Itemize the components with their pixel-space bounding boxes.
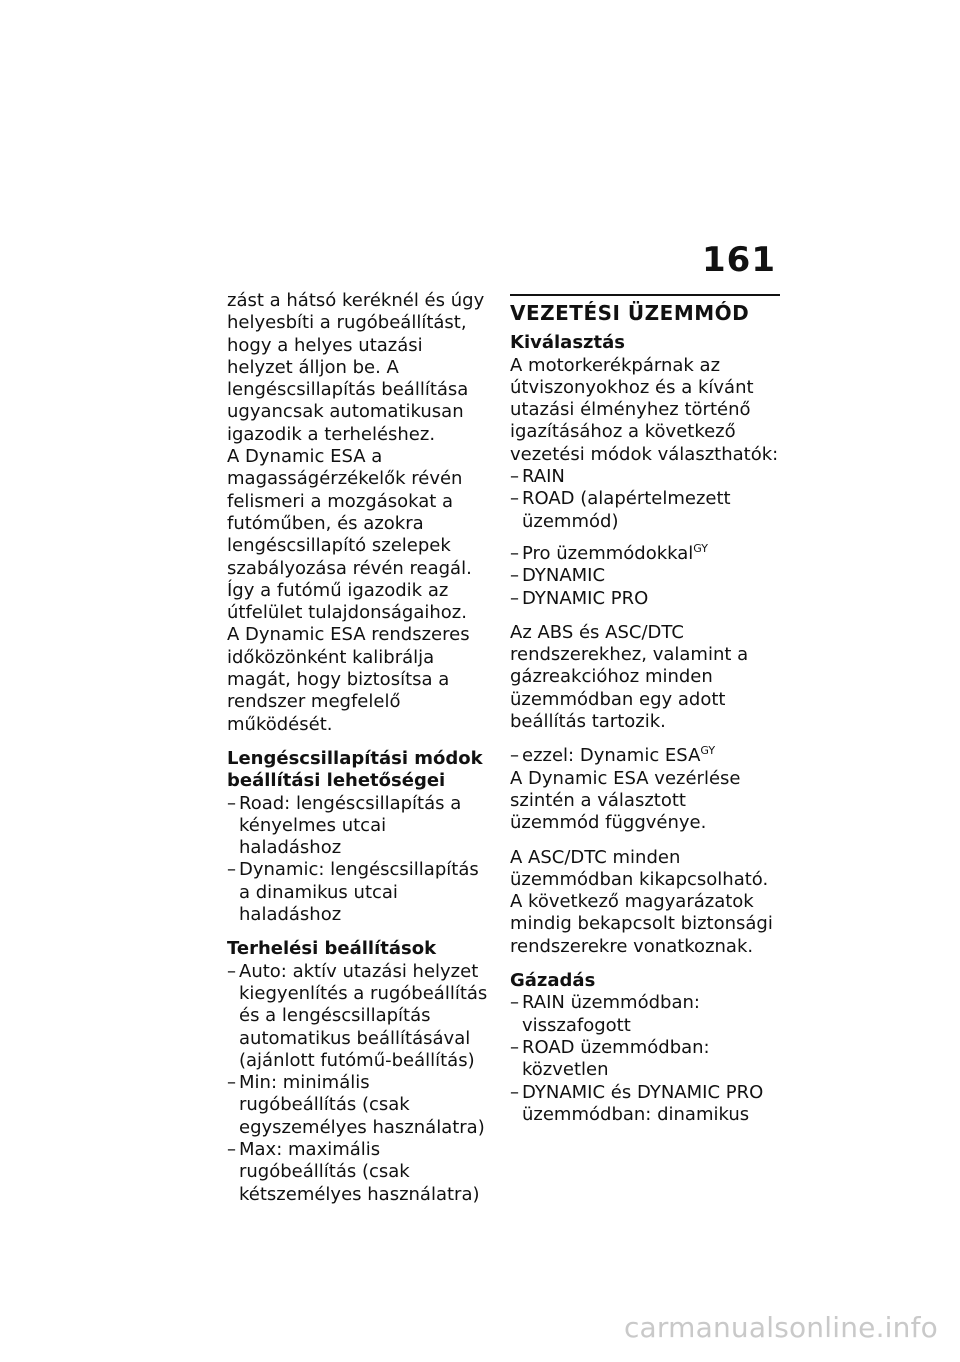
right-column [510,290,780,1126]
list-item: – ROAD (alapértelmezett üzemmód) [510,488,780,533]
list-item: – Max: maximális rugóbeállítás (csak kétszemélyes használatra) [227,1139,489,1206]
left-column [227,290,489,1206]
paragraph-rear-wheel: zást a hátsó keréknél és úgy helyesbíti a rugóbeállítást, hogy a helyes utazási helyzet álljon be. A lengéscsillapítás beállítása ugyancsak automatikusan igazodik a terheléshez. [227,290,485,445]
list-item: – DYNAMIC [510,565,780,587]
list-item: – ROAD üzemmódban: közvetlen [510,1037,780,1082]
paragraph-selection: A motorkerékpárnak az útviszonyokhoz és a kívánt utazási élményhez történő igazításához a következő vezetési módok választhatók: [510,354,779,465]
throttle-list [510,992,780,1126]
list-item: – Road: lengéscsillapítás a kényelmes utcai haladáshoz [227,793,489,860]
section-title: VEZETÉSI ÜZEMMÓD [510,294,780,324]
paragraph-abs: Az ABS és ASC/DTC rendszerekhez, valamint a gázreakcióhoz minden üzemmódban egy adott beállítás tartozik. [510,621,749,733]
pro-label: Pro üzemmódokkal [522,542,694,564]
esa-superscript: GY [700,744,716,758]
heading-throttle: Gázadás [510,970,596,992]
heading-load-settings: Terhelési beállítások [227,938,437,960]
load-setting-list [227,961,489,1206]
list-item-esa [510,745,780,767]
list-item: – DYNAMIC PRO [510,588,780,610]
list-item: – Dynamic: lengéscsillapítás a dinamikus utcai haladáshoz [227,859,489,926]
paragraph-esa: A Dynamic ESA vezérlése szintén a választott üzemmód függvénye. [510,767,741,834]
riding-mode-list [510,466,780,533]
list-item: – Min: minimális rugóbeállítás (csak egyszemélyes használatra) [227,1072,489,1139]
list-item: – DYNAMIC és DYNAMIC PRO üzemmódban: dinamikus [510,1082,780,1127]
list-item: – RAIN üzemmódban: visszafogott [510,992,780,1037]
pro-superscript: GY [693,541,708,555]
paragraph-calibration: A Dynamic ESA rendszeres időközönként kalibrálja magát, hogy biztosítsa a rendszer megfelelő működését. [227,624,470,735]
damping-mode-list [227,793,489,927]
list-item-pro [510,543,780,565]
list-item: – Auto: aktív utazási helyzet kiegyenlítés a rugóbeállítás és a lengéscsillapítás automatikus beállításával (ajánlott futómű-beállítás) [227,961,489,1072]
esa-label: ezzel: Dynamic ESA [522,745,701,767]
pro-mode-list [510,543,780,610]
list-item: – RAIN [510,466,780,488]
paragraph-asc: A ASC/DTC minden üzemmódban kikapcsolható. A következő magyarázatok mindig bekapcsolt biztonsági rendszerekre vonatkoznak. [510,846,773,957]
page-number: 161 [702,240,776,280]
heading-damping-modes: Lengéscsillapítási módok beállítási lehetőségei [227,747,483,792]
heading-selection: Kiválasztás [510,332,625,354]
paragraph-sensors: A Dynamic ESA a magasságérzékelők révén felismeri a mozgásokat a futóműben, és azokra lengéscsillapító szelepek szabályozása révén reagál. Így a futómű igazodik az útfelület tulajdonságaihoz. [227,446,472,624]
watermark: carmanualsonline.info [623,1311,938,1344]
esa-list [510,745,780,767]
